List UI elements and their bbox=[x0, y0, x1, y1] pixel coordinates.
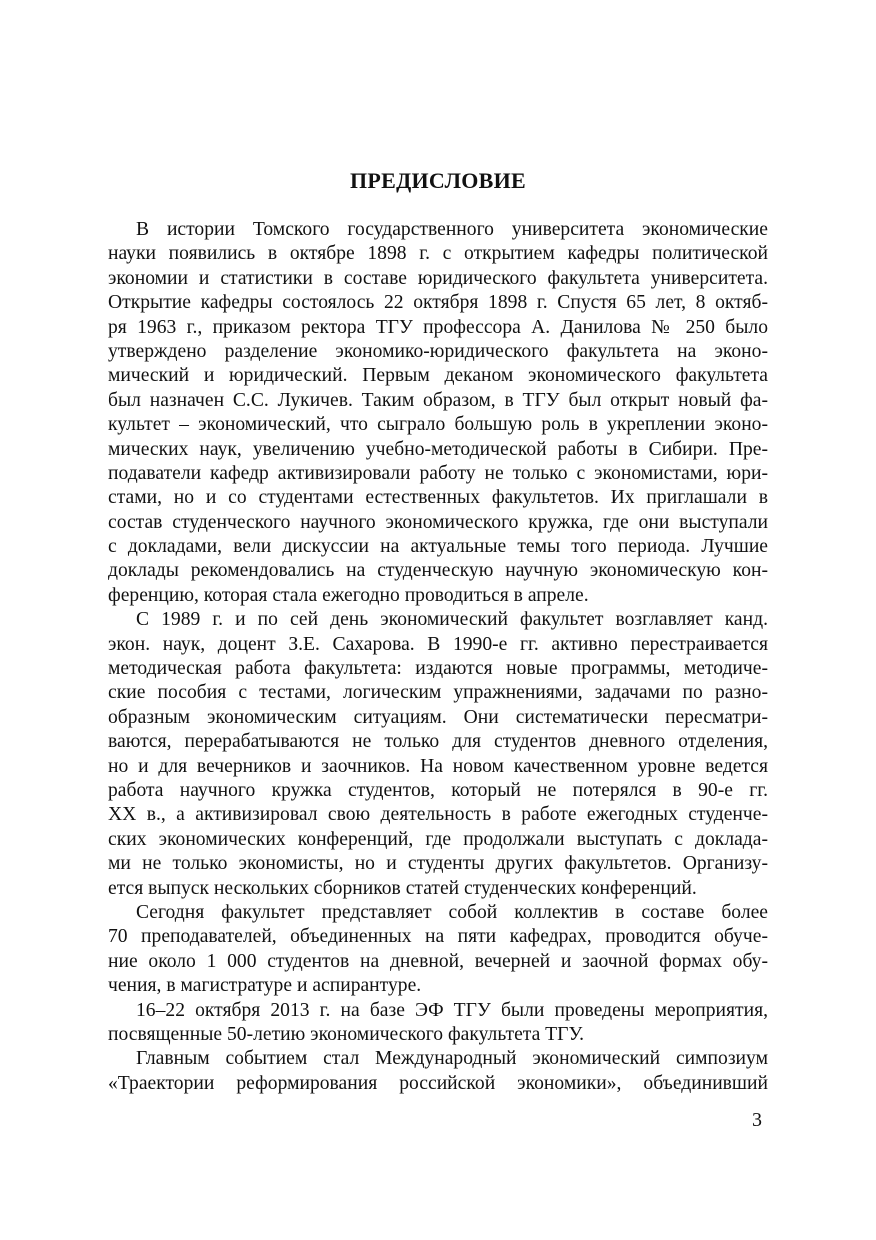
text-line: науки появились в октябре 1898 г. с открытием кафедры политической bbox=[108, 243, 768, 265]
text-line: мических наук, увеличению учебно-методической работы в Сибири. Пре- bbox=[108, 438, 768, 460]
text-line: состав студенческого научного экономического кружка, где они выступали bbox=[108, 511, 768, 533]
page-title: ПРЕДИСЛОВИЕ bbox=[349, 168, 527, 193]
text-line: мический и юридический. Первым деканом экономического факультета bbox=[108, 365, 768, 387]
paragraph bbox=[108, 1047, 768, 1096]
text-line: ми не только экономисты, но и студенты других факультетов. Организу- bbox=[108, 853, 768, 875]
text-line: ваются, перерабатываются не только для студентов дневного отделения, bbox=[108, 731, 768, 753]
text-line: культет – экономический, что сыграло большую роль в укреплении эконо- bbox=[108, 414, 768, 436]
text-line: экон. наук, доцент З.Е. Сахарова. В 1990-е гг. активно перестраивается bbox=[108, 633, 768, 655]
text-line: с докладами, вели дискуссии на актуальные темы того периода. Лучшие bbox=[108, 536, 768, 558]
text-line: ских экономических конференций, где продолжали выступать с доклада- bbox=[108, 828, 768, 850]
text-line: Открытие кафедры состоялось 22 октября 1898 г. Спустя 65 лет, 8 октяб- bbox=[108, 292, 768, 314]
text-line: 16–22 октября 2013 г. на базе ЭФ ТГУ были проведены мероприятия, bbox=[136, 999, 768, 1021]
paragraph bbox=[108, 218, 768, 608]
text-line: подаватели кафедр активизировали работу не только с экономистами, юри- bbox=[108, 462, 768, 484]
text-line: был назначен С.С. Лукичев. Таким образом, в ТГУ был открыт новый фа- bbox=[108, 389, 768, 411]
body-text bbox=[108, 218, 768, 1096]
text-line: ференцию, которая стала ежегодно проводиться в апреле. bbox=[108, 584, 589, 606]
text-line: ря 1963 г., приказом ректора ТГУ профессора А. Данилова № 250 было bbox=[108, 316, 768, 338]
page-number: 3 bbox=[752, 1109, 762, 1131]
paragraph bbox=[108, 999, 768, 1048]
text-line: Сегодня факультет представляет собой коллектив в составе более bbox=[136, 901, 768, 923]
text-line: утверждено разделение экономико-юридического факультета на эконо- bbox=[108, 340, 768, 362]
text-line: доклады рекомендовались на студенческую научную экономическую кон- bbox=[108, 560, 768, 582]
text-line: XX в., а активизировал свою деятельность в работе ежегодных студенче- bbox=[108, 804, 768, 826]
text-line: экономии и статистики в составе юридического факультета университета. bbox=[108, 267, 768, 289]
text-line: Главным событием стал Международный экономический симпозиум bbox=[136, 1048, 768, 1070]
text-line: образным экономическим ситуациям. Они систематически пересматри- bbox=[108, 706, 768, 728]
text-line: 70 преподавателей, объединенных на пяти кафедрах, проводится обуче- bbox=[108, 926, 768, 948]
text-line: работа научного кружка студентов, который не потерялся в 90-е гг. bbox=[108, 779, 768, 801]
text-line: В истории Томского государственного университета экономические bbox=[136, 219, 768, 240]
text-line: но и для вечерников и заочников. На новом качественном уровне ведется bbox=[108, 755, 768, 777]
paragraph bbox=[108, 901, 768, 999]
text-line: ние около 1 000 студентов на дневной, вечерней и заочной формах обу- bbox=[108, 950, 768, 972]
text-line: ется выпуск нескольких сборников статей студенческих конференций. bbox=[108, 877, 697, 899]
text-line: чения, в магистратуре и аспирантуре. bbox=[108, 975, 422, 997]
text-line: ские пособия с тестами, логическим упражнениями, задачами по разно- bbox=[108, 682, 768, 704]
text-line: С 1989 г. и по сей день экономический факультет возглавляет канд. bbox=[136, 609, 768, 631]
text-line: методическая работа факультета: издаются новые программы, методиче- bbox=[108, 658, 768, 680]
text-line: посвященные 50-летию экономического факультета ТГУ. bbox=[108, 1023, 585, 1045]
text-line: «Траектории реформирования российской экономики», объединивший bbox=[108, 1072, 768, 1094]
text-line: стами, но и со студентами естественных факультетов. Их приглашали в bbox=[108, 487, 768, 509]
paragraph bbox=[108, 608, 768, 901]
